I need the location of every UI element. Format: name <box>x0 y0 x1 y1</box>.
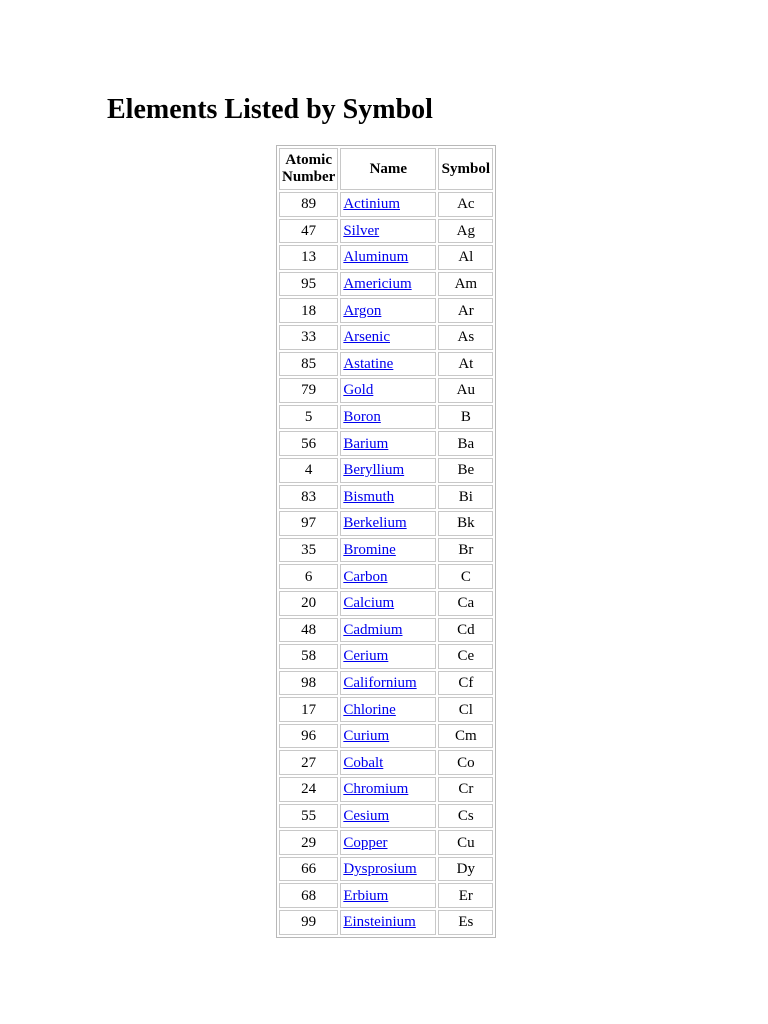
element-link[interactable]: Chlorine <box>343 701 396 718</box>
symbol-cell: Bi <box>438 485 493 510</box>
page-title: Elements Listed by Symbol <box>107 94 433 125</box>
table-body <box>279 192 493 935</box>
atomic-number-cell: 35 <box>279 538 338 563</box>
symbol-cell: Ar <box>438 298 493 323</box>
table-row <box>279 538 493 563</box>
table-row <box>279 431 493 456</box>
atomic-number-cell: 58 <box>279 644 338 669</box>
symbol-cell: Co <box>438 750 493 775</box>
symbol-cell: Bk <box>438 511 493 536</box>
symbol-cell: Ca <box>438 591 493 616</box>
symbol-cell: Ce <box>438 644 493 669</box>
table-row <box>279 857 493 882</box>
atomic-number-cell: 56 <box>279 431 338 456</box>
table-row <box>279 192 493 217</box>
element-name-cell <box>340 777 436 802</box>
element-link[interactable]: Dysprosium <box>343 861 417 878</box>
table-row <box>279 883 493 908</box>
atomic-number-cell: 17 <box>279 697 338 722</box>
table-row <box>279 219 493 244</box>
symbol-cell: Dy <box>438 857 493 882</box>
element-link[interactable]: Berkelium <box>343 515 407 532</box>
table-row <box>279 644 493 669</box>
table-row <box>279 511 493 536</box>
element-name-cell <box>340 352 436 377</box>
element-name-cell <box>340 405 436 430</box>
table-row <box>279 272 493 297</box>
element-link[interactable]: Argon <box>343 302 382 319</box>
element-link[interactable]: Gold <box>343 382 374 399</box>
symbol-cell: C <box>438 564 493 589</box>
element-link[interactable]: Chromium <box>343 781 409 798</box>
element-link[interactable]: Cesium <box>343 807 390 824</box>
element-name-cell <box>340 724 436 749</box>
table-row <box>279 671 493 696</box>
table-row <box>279 485 493 510</box>
atomic-number-cell: 85 <box>279 352 338 377</box>
table-row <box>279 750 493 775</box>
atomic-number-cell: 29 <box>279 830 338 855</box>
symbol-cell: Au <box>438 378 493 403</box>
symbol-cell: As <box>438 325 493 350</box>
element-link[interactable]: Boron <box>343 409 381 426</box>
table-row <box>279 458 493 483</box>
atomic-number-cell: 89 <box>279 192 338 217</box>
table-row <box>279 352 493 377</box>
atomic-number-cell: 66 <box>279 857 338 882</box>
symbol-cell: Es <box>438 910 493 935</box>
element-link[interactable]: Carbon <box>343 568 388 585</box>
atomic-number-cell: 13 <box>279 245 338 270</box>
element-link[interactable]: Bromine <box>343 542 396 559</box>
header-atomic-number <box>279 148 338 190</box>
element-name-cell <box>340 857 436 882</box>
element-name-cell <box>340 830 436 855</box>
symbol-cell: Er <box>438 883 493 908</box>
element-link[interactable]: Einsteinium <box>343 914 416 931</box>
table-row <box>279 298 493 323</box>
symbol-cell: Cr <box>438 777 493 802</box>
atomic-number-cell: 68 <box>279 883 338 908</box>
header-atomic-number-line2: Number <box>282 169 336 185</box>
element-link[interactable]: Astatine <box>343 355 394 372</box>
table-row <box>279 378 493 403</box>
element-name-cell <box>340 378 436 403</box>
element-link[interactable]: Silver <box>343 222 380 239</box>
element-link[interactable]: Calcium <box>343 595 395 612</box>
table-header-row <box>279 148 493 190</box>
element-name-cell <box>340 458 436 483</box>
element-link[interactable]: Beryllium <box>343 462 405 479</box>
element-name-cell <box>340 325 436 350</box>
element-name-cell <box>340 697 436 722</box>
element-link[interactable]: Americium <box>343 276 412 293</box>
table-row <box>279 325 493 350</box>
element-name-cell <box>340 618 436 643</box>
atomic-number-cell: 48 <box>279 618 338 643</box>
table-row <box>279 830 493 855</box>
atomic-number-cell: 97 <box>279 511 338 536</box>
symbol-cell: Ac <box>438 192 493 217</box>
table-row <box>279 724 493 749</box>
element-link[interactable]: Copper <box>343 834 388 851</box>
table-row <box>279 618 493 643</box>
element-link[interactable]: Cerium <box>343 648 389 665</box>
symbol-cell: Ba <box>438 431 493 456</box>
element-link[interactable]: Arsenic <box>343 329 390 346</box>
element-name-cell <box>340 671 436 696</box>
element-link[interactable]: Bismuth <box>343 488 395 505</box>
atomic-number-cell: 99 <box>279 910 338 935</box>
symbol-cell: Br <box>438 538 493 563</box>
element-name-cell <box>340 272 436 297</box>
table-row <box>279 777 493 802</box>
atomic-number-cell: 27 <box>279 750 338 775</box>
atomic-number-cell: 83 <box>279 485 338 510</box>
element-link[interactable]: Actinium <box>343 196 400 213</box>
element-name-cell <box>340 564 436 589</box>
element-name-cell <box>340 883 436 908</box>
symbol-cell: Ag <box>438 219 493 244</box>
element-link[interactable]: Cobalt <box>343 754 384 771</box>
atomic-number-cell: 18 <box>279 298 338 323</box>
symbol-cell: Be <box>438 458 493 483</box>
atomic-number-cell: 5 <box>279 405 338 430</box>
table-row <box>279 245 493 270</box>
atomic-number-cell: 96 <box>279 724 338 749</box>
symbol-cell: Cd <box>438 618 493 643</box>
element-name-cell <box>340 538 436 563</box>
header-name: Name <box>340 148 436 190</box>
symbol-cell: Cm <box>438 724 493 749</box>
element-name-cell <box>340 804 436 829</box>
atomic-number-cell: 79 <box>279 378 338 403</box>
element-link[interactable]: Erbium <box>343 887 389 904</box>
element-name-cell <box>340 750 436 775</box>
atomic-number-cell: 6 <box>279 564 338 589</box>
table-row <box>279 564 493 589</box>
table-row <box>279 910 493 935</box>
table-row <box>279 405 493 430</box>
element-name-cell <box>340 245 436 270</box>
element-link[interactable]: Barium <box>343 435 389 452</box>
atomic-number-cell: 4 <box>279 458 338 483</box>
element-link[interactable]: Aluminum <box>343 249 409 266</box>
atomic-number-cell: 95 <box>279 272 338 297</box>
symbol-cell: Cf <box>438 671 493 696</box>
atomic-number-cell: 55 <box>279 804 338 829</box>
atomic-number-cell: 47 <box>279 219 338 244</box>
symbol-cell: Cu <box>438 830 493 855</box>
element-name-cell <box>340 591 436 616</box>
element-link[interactable]: Curium <box>343 728 390 745</box>
element-link[interactable]: Cadmium <box>343 621 403 638</box>
element-name-cell <box>340 219 436 244</box>
element-name-cell <box>340 192 436 217</box>
atomic-number-cell: 20 <box>279 591 338 616</box>
symbol-cell: Al <box>438 245 493 270</box>
table-row <box>279 697 493 722</box>
element-name-cell <box>340 644 436 669</box>
element-link[interactable]: Californium <box>343 674 417 691</box>
symbol-cell: Cl <box>438 697 493 722</box>
element-name-cell <box>340 431 436 456</box>
element-name-cell <box>340 511 436 536</box>
symbol-cell: Cs <box>438 804 493 829</box>
element-name-cell <box>340 485 436 510</box>
element-name-cell <box>340 298 436 323</box>
symbol-cell: At <box>438 352 493 377</box>
symbol-cell: B <box>438 405 493 430</box>
header-symbol: Symbol <box>438 148 493 190</box>
element-name-cell <box>340 910 436 935</box>
atomic-number-cell: 33 <box>279 325 338 350</box>
header-atomic-number-line1: Atomic <box>285 152 332 168</box>
elements-table <box>276 145 496 938</box>
symbol-cell: Am <box>438 272 493 297</box>
table-row <box>279 804 493 829</box>
atomic-number-cell: 24 <box>279 777 338 802</box>
atomic-number-cell: 98 <box>279 671 338 696</box>
table-row <box>279 591 493 616</box>
